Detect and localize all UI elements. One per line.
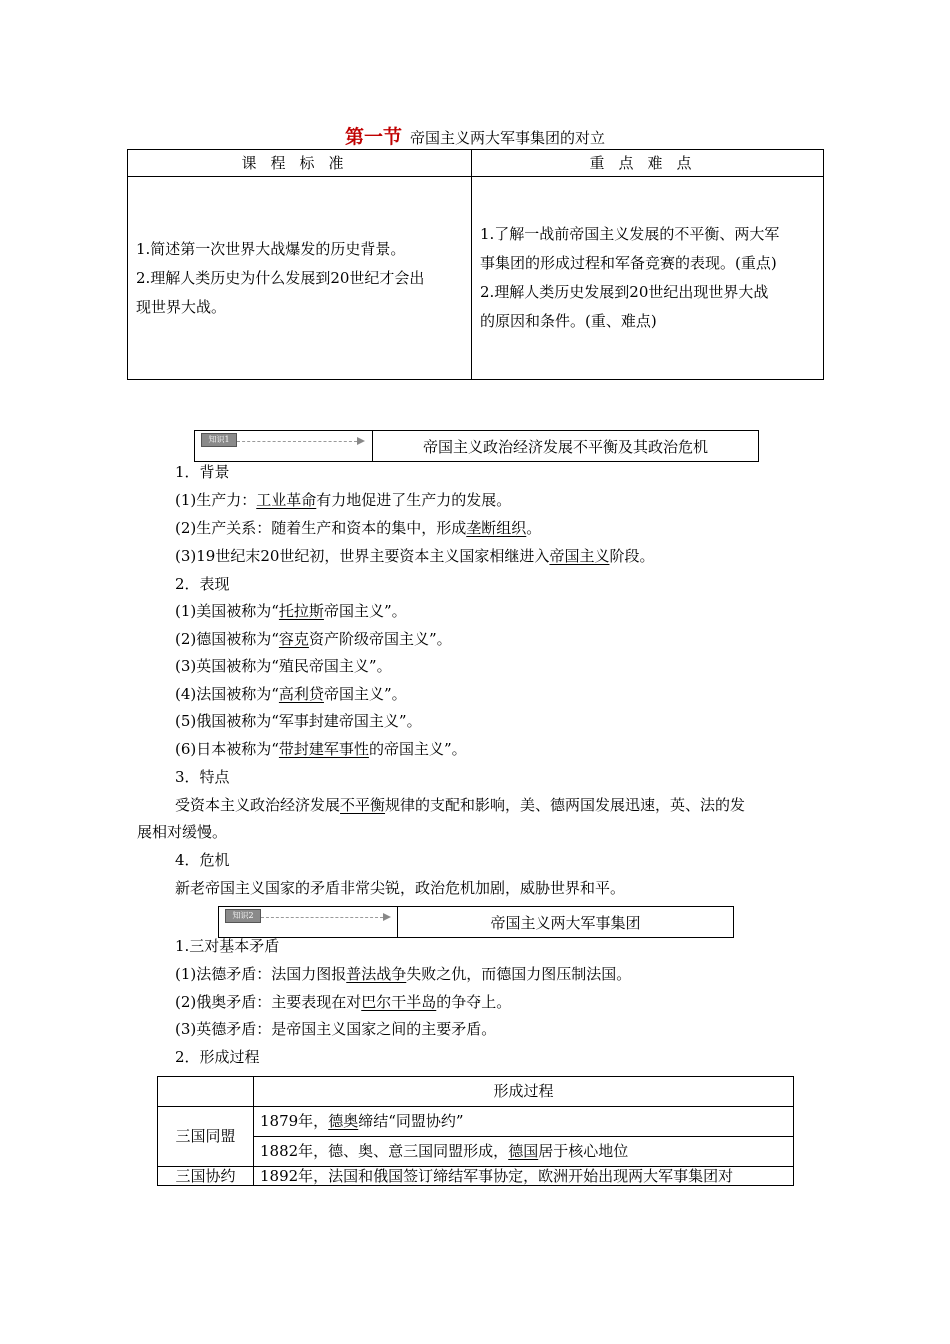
text-line: (1)美国被称为“托拉斯帝国主义”。 (175, 602, 407, 620)
knowledge-heading-1 (194, 430, 759, 462)
key-point-line: 1.了解一战前帝国主义发展的不平衡、两大军 (480, 225, 780, 243)
section-number: 第一节 (344, 126, 402, 148)
knowledge-heading-2 (218, 906, 734, 938)
alliance-triple-entente: 三国协约 (158, 1167, 254, 1186)
knowledge-tag: 知识2 (225, 909, 261, 923)
standards-content (128, 177, 472, 380)
section-title: 帝国主义两大军事集团的对立 (410, 129, 606, 147)
text-line: (2)生产关系：随着生产和资本的集中，形成垄断组织。 (175, 519, 542, 537)
text-line: 受资本主义政治经济发展不平衡规律的支配和影响，美、德两国发展迅速，英、法的发 (175, 796, 746, 814)
knowledge-tag-area (195, 431, 373, 461)
text-line: (4)法国被称为“高利贷帝国主义”。 (175, 685, 407, 703)
knowledge-tag: 知识1 (201, 433, 237, 447)
text-line: (6)日本被称为“带封建军事性的帝国主义”。 (175, 740, 467, 758)
text-line: (2)俄奥矛盾：主要表现在对巴尔干半岛的争夺上。 (175, 993, 512, 1011)
heading-formation: 2．形成过程 (175, 1048, 260, 1066)
knowledge-tag-area (219, 907, 398, 937)
header-standards: 课程标准 (128, 150, 472, 177)
text-line: 展相对缓慢。 (137, 823, 228, 841)
knowledge-title: 帝国主义两大军事集团 (490, 913, 641, 932)
header-key-points: 重点难点 (472, 150, 824, 177)
header-formation: 形成过程 (254, 1077, 794, 1107)
text-line: (1)法德矛盾：法国力图报普法战争失败之仇，而德国力图压制法国。 (175, 965, 632, 983)
standard-line: 1.简述第一次世界大战爆发的历史背景。 (136, 239, 406, 258)
key-point-line: 的原因和条件。(重、难点) (480, 312, 657, 330)
heading-crisis: 4．危机 (175, 851, 230, 869)
table-row: 1882年，德、奥、意三国同盟形成，德国居于核心地位 (254, 1137, 794, 1167)
key-points-content (472, 177, 824, 380)
text-line: (2)德国被称为“容克资产阶级帝国主义”。 (175, 630, 452, 648)
text-line: (3)英德矛盾：是帝国主义国家之间的主要矛盾。 (175, 1020, 497, 1038)
table-row: 1892年，法国和俄国签订缔结军事协定，欧洲开始出现两大军事集团对 (254, 1167, 794, 1186)
standards-table (127, 149, 824, 380)
knowledge-title: 帝国主义政治经济发展不平衡及其政治危机 (422, 437, 708, 456)
heading-contradictions: 1.三对基本矛盾 (175, 937, 280, 955)
text-line: (3)英国被称为“殖民帝国主义”。 (175, 657, 392, 675)
key-point-line: 事集团的形成过程和军备竞赛的表现。(重点) (480, 254, 777, 272)
formation-table (157, 1076, 794, 1186)
heading-manifestation: 2．表现 (175, 575, 230, 593)
arrow-icon (237, 441, 357, 442)
arrow-head-icon (383, 913, 391, 921)
alliance-triple-alliance: 三国同盟 (158, 1107, 254, 1167)
standard-line: 现世界大战。 (136, 297, 227, 316)
empty-header-cell (158, 1077, 254, 1107)
page-title (0, 122, 950, 149)
text-line: (5)俄国被称为“军事封建帝国主义”。 (175, 712, 422, 730)
heading-background: 1．背景 (175, 463, 230, 481)
heading-features: 3．特点 (175, 768, 230, 786)
text-line: (1)生产力：工业革命有力地促进了生产力的发展。 (175, 491, 512, 509)
arrow-head-icon (357, 437, 365, 445)
arrow-icon (261, 917, 383, 918)
table-row: 1879年，德奥缔结“同盟协约” (254, 1107, 794, 1137)
standard-line: 2.理解人类历史为什么发展到20世纪才会出 (136, 268, 425, 287)
text-line: (3)19世纪末20世纪初，世界主要资本主义国家相继进入帝国主义阶段。 (175, 547, 655, 565)
key-point-line: 2.理解人类历史发展到20世纪出现世界大战 (480, 283, 769, 301)
text-line: 新老帝国主义国家的矛盾非常尖锐，政治危机加剧，威胁世界和平。 (175, 879, 626, 897)
